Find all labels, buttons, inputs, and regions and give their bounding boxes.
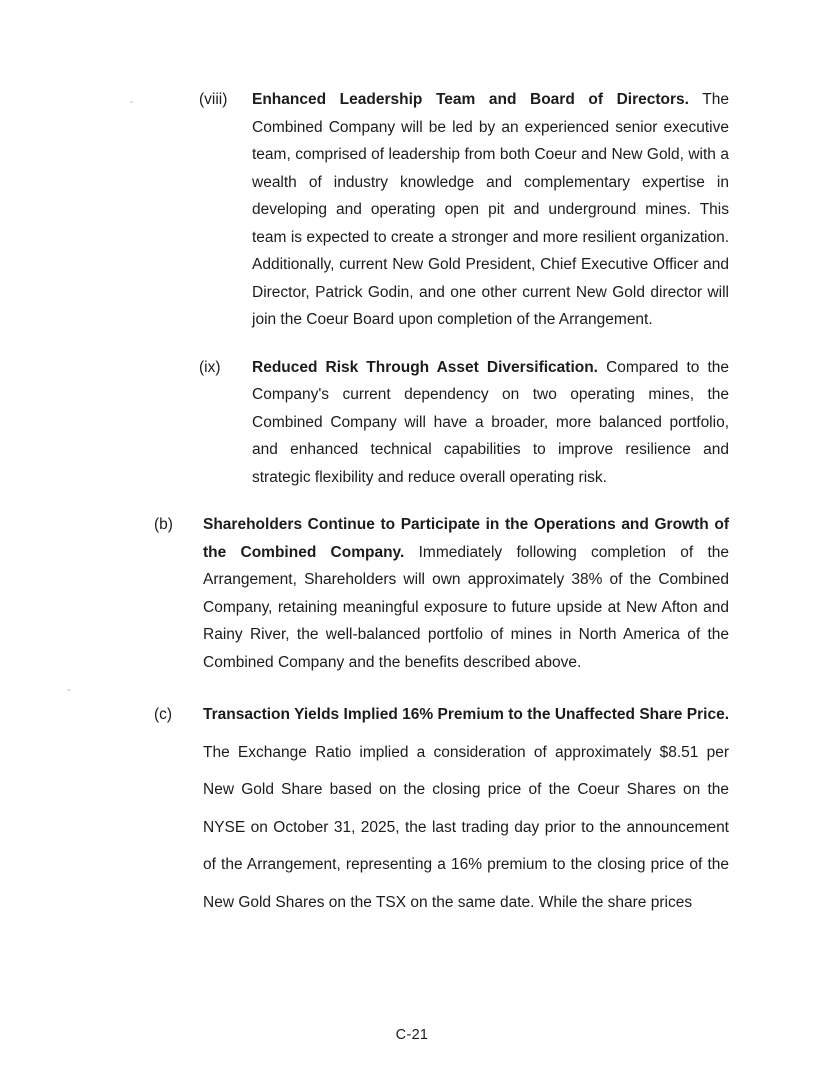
page-number: C-21 — [395, 1027, 429, 1043]
paragraph-ix-heading: Reduced Risk Through Asset Diversification. — [252, 358, 598, 376]
paragraph-c-heading: Transaction Yields Implied 16% Premium to the Unaffected Share Price. — [203, 706, 729, 723]
paragraph-c — [203, 696, 729, 921]
list-item-c — [0, 696, 824, 921]
scan-artifact — [497, 789, 500, 792]
paragraph-c-body: The Exchange Ratio implied a consideration of approximately $8.51 per New Gold Share based on the closing price of the Coeur Shares on the NYSE on October 31, 2025, the last trading day prior to the announcement of the Arrangement, representing a 16% premium to the closing price of the New Gold Shares on the TSX on the same date. While the share prices — [203, 743, 729, 911]
list-item-viii — [0, 86, 824, 334]
paragraph-ix — [252, 354, 729, 492]
list-marker-c: (c) — [154, 706, 173, 723]
paragraph-viii-heading: Enhanced Leadership Team and Board of Directors. — [252, 91, 689, 108]
scan-artifact — [67, 689, 71, 691]
document-body — [0, 86, 824, 941]
paragraph-b — [203, 511, 729, 676]
paragraph-b-heading: Shareholders Continue to Participate in the Operations and Growth of the Combined Company. — [203, 516, 729, 561]
list-marker-ix: (ix) — [199, 358, 221, 376]
list-marker-b: (b) — [154, 516, 173, 533]
paragraph-b-body: Immediately following completion of the Arrangement, Shareholders will own approximately 38% of the Combined Company, retaining meaningful exposure to future upside at New Afton and Rainy River, the well-balanced portfolio of mines in North America of the Combined Company and the benefits described above. — [203, 543, 729, 671]
paragraph-viii — [252, 86, 729, 334]
list-item-ix — [0, 354, 824, 492]
list-marker-viii: (viii) — [199, 91, 228, 108]
scan-artifact — [130, 101, 133, 103]
list-item-b — [0, 511, 824, 676]
paragraph-ix-body: Compared to the Company's current dependency on two operating mines, the Combined Company will have a broader, more balanced portfolio, and enhanced technical capabilities to improve resilience and strategic flexibility and reduce overall operating risk. — [252, 358, 730, 486]
paragraph-viii-body: The Combined Company will be led by an experienced senior executive team, comprised of leadership from both Coeur and New Gold, with a wealth of industry knowledge and complementary expertise in developing and operating open pit and underground mines. This team is expected to create a stronger and more resilient organization. Additionally, current New Gold President, Chief Executive Officer and Director, Patrick Godin, and one other current New Gold director will join the Coeur Board upon completion of the Arrangement. — [252, 91, 729, 328]
